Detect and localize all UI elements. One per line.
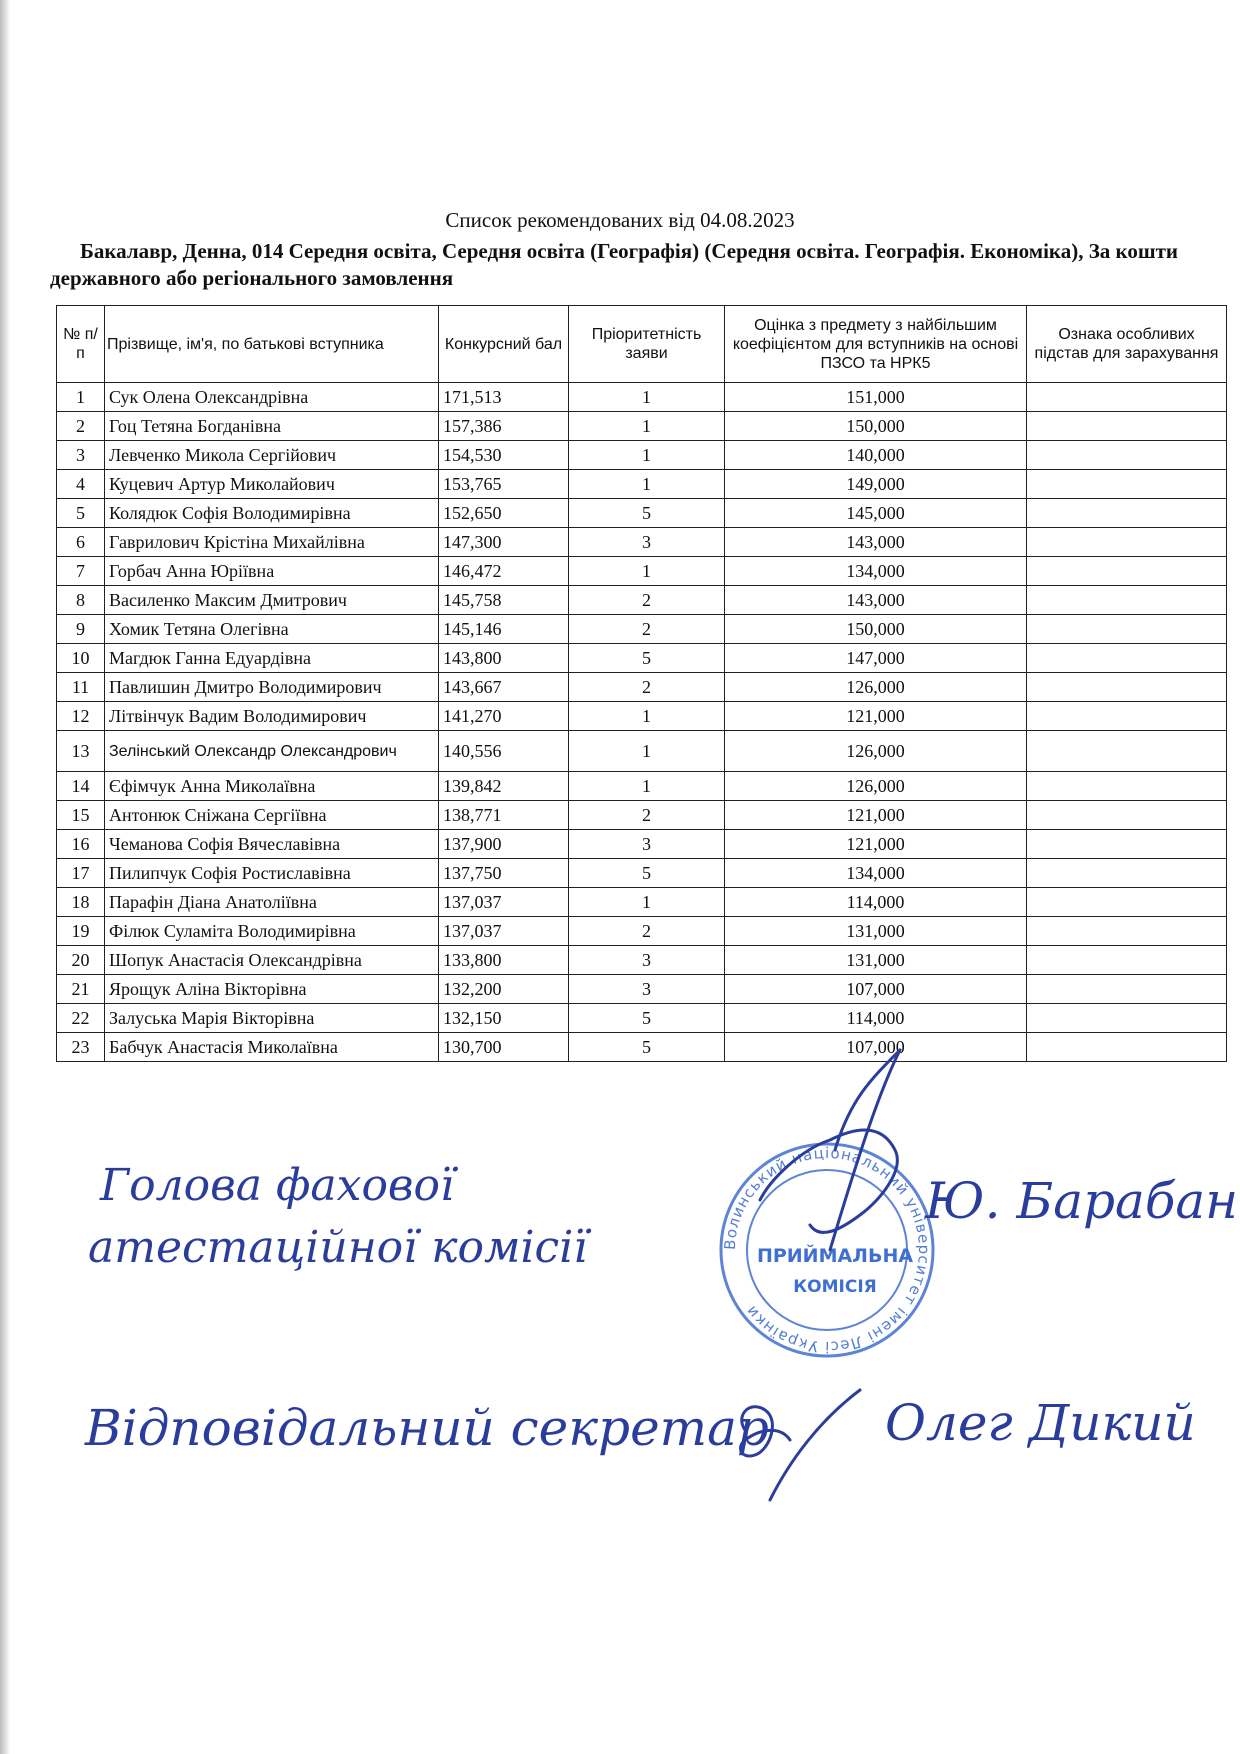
row-score: 145,146 bbox=[439, 615, 569, 644]
header-num: № п/п bbox=[57, 306, 105, 383]
row-grade: 150,000 bbox=[725, 615, 1027, 644]
row-priority: 2 bbox=[569, 615, 725, 644]
row-grade: 126,000 bbox=[725, 772, 1027, 801]
row-num: 7 bbox=[57, 557, 105, 586]
row-score: 157,386 bbox=[439, 412, 569, 441]
row-score: 141,270 bbox=[439, 702, 569, 731]
row-grade: 151,000 bbox=[725, 383, 1027, 412]
header-grade: Оцінка з предмету з найбільшим коефіцієнтом для вступників на основі ПЗСО та НРК5 bbox=[725, 306, 1027, 383]
secretary-title: Відповідальний секретар bbox=[85, 1399, 769, 1457]
row-score: 145,758 bbox=[439, 586, 569, 615]
stamp-outer-text: Волинський національний університет імені Лесі Українки bbox=[720, 1143, 934, 1357]
row-score: 171,513 bbox=[439, 383, 569, 412]
row-special bbox=[1027, 615, 1227, 644]
table-row bbox=[57, 644, 1227, 673]
row-score: 152,650 bbox=[439, 499, 569, 528]
row-score: 139,842 bbox=[439, 772, 569, 801]
row-num: 4 bbox=[57, 470, 105, 499]
row-priority: 5 bbox=[569, 1033, 725, 1062]
recommended-applicants-table bbox=[56, 305, 1227, 1062]
row-special bbox=[1027, 946, 1227, 975]
chair-title-text: Голова фахової атестаційної комісії bbox=[88, 1160, 588, 1273]
chair-title-handwriting bbox=[88, 1160, 592, 1273]
row-score: 146,472 bbox=[439, 557, 569, 586]
row-priority: 2 bbox=[569, 673, 725, 702]
table-row bbox=[57, 383, 1227, 412]
row-grade: 121,000 bbox=[725, 801, 1027, 830]
row-grade: 121,000 bbox=[725, 830, 1027, 859]
table-row bbox=[57, 702, 1227, 731]
row-num: 5 bbox=[57, 499, 105, 528]
row-grade: 131,000 bbox=[725, 917, 1027, 946]
row-name: Шопук Анастасія Олександрівна bbox=[105, 946, 439, 975]
table-row bbox=[57, 888, 1227, 917]
row-special bbox=[1027, 673, 1227, 702]
stamp-center-line-1: ПРИЙМАЛЬНА bbox=[756, 1245, 914, 1267]
row-priority: 1 bbox=[569, 412, 725, 441]
row-grade: 134,000 bbox=[725, 859, 1027, 888]
row-name: Єфімчук Анна Миколаївна bbox=[105, 772, 439, 801]
row-priority: 1 bbox=[569, 470, 725, 499]
row-score: 143,800 bbox=[439, 644, 569, 673]
table-row bbox=[57, 946, 1227, 975]
row-num: 19 bbox=[57, 917, 105, 946]
row-priority: 1 bbox=[569, 888, 725, 917]
row-priority: 1 bbox=[569, 772, 725, 801]
row-name: Горбач Анна Юріївна bbox=[105, 557, 439, 586]
document-heading bbox=[50, 208, 1190, 292]
row-num: 3 bbox=[57, 441, 105, 470]
row-name: Ярощук Аліна Вікторівна bbox=[105, 975, 439, 1004]
row-special bbox=[1027, 830, 1227, 859]
row-special bbox=[1027, 1004, 1227, 1033]
row-num: 18 bbox=[57, 888, 105, 917]
row-grade: 126,000 bbox=[725, 673, 1027, 702]
table-row bbox=[57, 975, 1227, 1004]
row-num: 22 bbox=[57, 1004, 105, 1033]
row-special bbox=[1027, 917, 1227, 946]
row-priority: 3 bbox=[569, 975, 725, 1004]
row-score: 137,750 bbox=[439, 859, 569, 888]
row-grade: 107,000 bbox=[725, 975, 1027, 1004]
row-special bbox=[1027, 383, 1227, 412]
table-row bbox=[57, 615, 1227, 644]
row-special bbox=[1027, 731, 1227, 772]
table-row bbox=[57, 1004, 1227, 1033]
row-num: 14 bbox=[57, 772, 105, 801]
row-name: Гаврилович Крістіна Михайлівна bbox=[105, 528, 439, 557]
row-name: Парафін Діана Анатоліївна bbox=[105, 888, 439, 917]
table-row bbox=[57, 412, 1227, 441]
row-score: 137,037 bbox=[439, 888, 569, 917]
row-grade: 121,000 bbox=[725, 702, 1027, 731]
row-name: Сук Олена Олександрівна bbox=[105, 383, 439, 412]
row-special bbox=[1027, 412, 1227, 441]
row-num: 16 bbox=[57, 830, 105, 859]
row-grade: 131,000 bbox=[725, 946, 1027, 975]
row-num: 11 bbox=[57, 673, 105, 702]
list-date-title: Список рекомендованих від 04.08.2023 bbox=[445, 208, 795, 232]
row-score: 153,765 bbox=[439, 470, 569, 499]
row-num: 1 bbox=[57, 383, 105, 412]
row-score: 154,530 bbox=[439, 441, 569, 470]
row-grade: 140,000 bbox=[725, 441, 1027, 470]
row-score: 147,300 bbox=[439, 528, 569, 557]
row-name: Левченко Микола Сергійович bbox=[105, 441, 439, 470]
row-special bbox=[1027, 470, 1227, 499]
table-row bbox=[57, 859, 1227, 888]
row-name: Бабчук Анастасія Миколаївна bbox=[105, 1033, 439, 1062]
row-special bbox=[1027, 801, 1227, 830]
row-score: 130,700 bbox=[439, 1033, 569, 1062]
secretary-name: Олег Дикий bbox=[885, 1394, 1196, 1452]
table-body bbox=[57, 383, 1227, 1062]
row-score: 137,900 bbox=[439, 830, 569, 859]
row-num: 23 bbox=[57, 1033, 105, 1062]
row-num: 21 bbox=[57, 975, 105, 1004]
row-priority: 5 bbox=[569, 499, 725, 528]
row-priority: 3 bbox=[569, 946, 725, 975]
table-row bbox=[57, 441, 1227, 470]
table-row bbox=[57, 586, 1227, 615]
row-name: Куцевич Артур Миколайович bbox=[105, 470, 439, 499]
row-score: 143,667 bbox=[439, 673, 569, 702]
row-name: Чеманова Софія Вячеславівна bbox=[105, 830, 439, 859]
row-priority: 5 bbox=[569, 1004, 725, 1033]
row-name: Василенко Максим Дмитрович bbox=[105, 586, 439, 615]
svg-text:Волинський національний універ bbox=[721, 1144, 933, 1356]
row-num: 17 bbox=[57, 859, 105, 888]
table-row bbox=[57, 557, 1227, 586]
row-priority: 3 bbox=[569, 528, 725, 557]
row-priority: 3 bbox=[569, 830, 725, 859]
row-grade: 107,000 bbox=[725, 1033, 1027, 1062]
row-name: Залуська Марія Вікторівна bbox=[105, 1004, 439, 1033]
table-row bbox=[57, 917, 1227, 946]
table-row bbox=[57, 731, 1227, 772]
row-num: 8 bbox=[57, 586, 105, 615]
header-name: Прізвище, ім'я, по батькові вступника bbox=[105, 306, 439, 383]
secretary-signature bbox=[741, 1390, 860, 1500]
row-special bbox=[1027, 499, 1227, 528]
row-priority: 1 bbox=[569, 731, 725, 772]
stamp-center-line-2: КОМІСІЯ bbox=[793, 1277, 877, 1297]
row-special bbox=[1027, 772, 1227, 801]
row-name: Антонюк Сніжана Сергіївна bbox=[105, 801, 439, 830]
row-name: Пилипчук Софія Ростиславівна bbox=[105, 859, 439, 888]
row-name: Хомик Тетяна Олегівна bbox=[105, 615, 439, 644]
row-priority: 1 bbox=[569, 383, 725, 412]
row-special bbox=[1027, 441, 1227, 470]
table-row bbox=[57, 830, 1227, 859]
row-special bbox=[1027, 859, 1227, 888]
row-name: Гоц Тетяна Богданівна bbox=[105, 412, 439, 441]
row-special bbox=[1027, 888, 1227, 917]
row-num: 20 bbox=[57, 946, 105, 975]
table-row bbox=[57, 1033, 1227, 1062]
row-priority: 2 bbox=[569, 917, 725, 946]
row-special bbox=[1027, 528, 1227, 557]
row-grade: 149,000 bbox=[725, 470, 1027, 499]
row-special bbox=[1027, 1033, 1227, 1062]
row-grade: 126,000 bbox=[725, 731, 1027, 772]
row-priority: 1 bbox=[569, 557, 725, 586]
row-name: Магдюк Ганна Едуардівна bbox=[105, 644, 439, 673]
row-grade: 143,000 bbox=[725, 586, 1027, 615]
row-priority: 1 bbox=[569, 702, 725, 731]
row-score: 140,556 bbox=[439, 731, 569, 772]
row-special bbox=[1027, 702, 1227, 731]
row-name: Філюк Суламіта Володимирівна bbox=[105, 917, 439, 946]
row-name: Павлишин Дмитро Володимирович bbox=[105, 673, 439, 702]
university-stamp bbox=[721, 1144, 933, 1356]
table-row bbox=[57, 470, 1227, 499]
row-grade: 150,000 bbox=[725, 412, 1027, 441]
row-grade: 134,000 bbox=[725, 557, 1027, 586]
table-header-row bbox=[57, 306, 1227, 383]
row-name: Зелінський Олександр Олександрович bbox=[105, 731, 439, 772]
row-num: 15 bbox=[57, 801, 105, 830]
row-score: 132,200 bbox=[439, 975, 569, 1004]
chair-signature bbox=[760, 1050, 900, 1250]
row-grade: 114,000 bbox=[725, 888, 1027, 917]
row-priority: 2 bbox=[569, 586, 725, 615]
header-score: Конкурсний бал bbox=[439, 306, 569, 383]
row-special bbox=[1027, 586, 1227, 615]
row-priority: 5 bbox=[569, 859, 725, 888]
row-score: 133,800 bbox=[439, 946, 569, 975]
table-row bbox=[57, 801, 1227, 830]
row-special bbox=[1027, 975, 1227, 1004]
row-grade: 143,000 bbox=[725, 528, 1027, 557]
row-grade: 114,000 bbox=[725, 1004, 1027, 1033]
row-priority: 2 bbox=[569, 801, 725, 830]
row-special bbox=[1027, 557, 1227, 586]
row-name: Колядюк Софія Володимирівна bbox=[105, 499, 439, 528]
row-num: 2 bbox=[57, 412, 105, 441]
program-title: Бакалавр, Денна, 014 Середня освіта, Середня освіта (Географія) (Середня освіта. Географія. Економіка), За кошти державного або регіонального замовлення bbox=[50, 239, 1178, 290]
row-priority: 5 bbox=[569, 644, 725, 673]
row-num: 9 bbox=[57, 615, 105, 644]
row-special bbox=[1027, 644, 1227, 673]
row-score: 138,771 bbox=[439, 801, 569, 830]
row-num: 6 bbox=[57, 528, 105, 557]
chair-name: Ю. Барабан bbox=[925, 1172, 1239, 1230]
row-score: 137,037 bbox=[439, 917, 569, 946]
row-num: 10 bbox=[57, 644, 105, 673]
row-priority: 1 bbox=[569, 441, 725, 470]
row-grade: 147,000 bbox=[725, 644, 1027, 673]
table-row bbox=[57, 528, 1227, 557]
table-row bbox=[57, 772, 1227, 801]
row-num: 13 bbox=[57, 731, 105, 772]
header-special: Ознака особливих підстав для зарахування bbox=[1027, 306, 1227, 383]
row-num: 12 bbox=[57, 702, 105, 731]
row-score: 132,150 bbox=[439, 1004, 569, 1033]
table-row bbox=[57, 673, 1227, 702]
row-grade: 145,000 bbox=[725, 499, 1027, 528]
scan-edge-shadow bbox=[0, 0, 10, 1754]
row-name: Літвінчук Вадим Володимирович bbox=[105, 702, 439, 731]
header-priority: Пріоритетність заяви bbox=[569, 306, 725, 383]
table-row bbox=[57, 499, 1227, 528]
